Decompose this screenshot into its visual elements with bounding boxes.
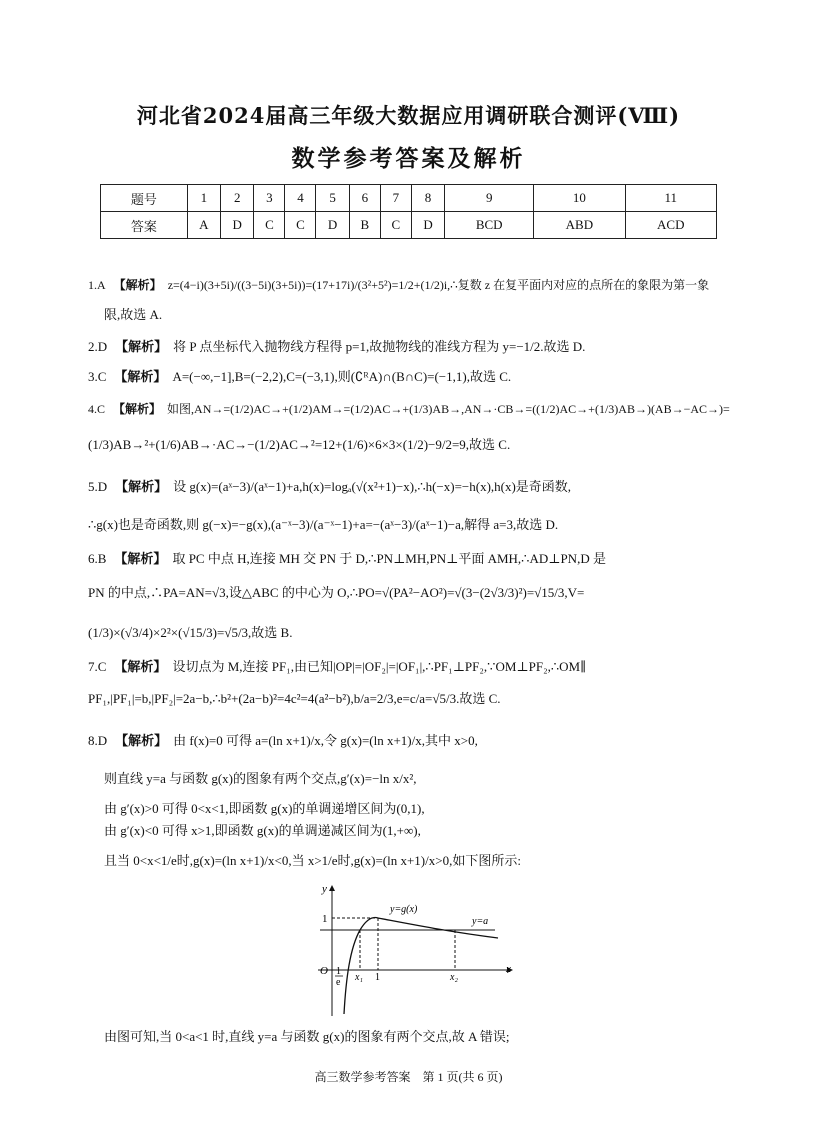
- table-cell-number: 11: [625, 185, 716, 212]
- solution-8-line-2: 则直线 y=a 与函数 g(x)的图象有两个交点,g′(x)=−ln x/x²,: [104, 771, 417, 786]
- table-cell-answer: D: [411, 212, 444, 239]
- y-tick-1: 1: [322, 913, 328, 925]
- solution-number: 5.D: [88, 479, 108, 494]
- table-cell-answer: C: [285, 212, 316, 239]
- solution-6-line-2: PN 的中点,∴PA=AN=√3,设△ABC 的中心为 O,∴PO=√(PA²−AO²)=√(3−(2√3/3)²)=√15/3,V=: [88, 585, 585, 600]
- table-row-label: 题号: [101, 185, 188, 212]
- solution-5: [88, 478, 571, 496]
- solution-number: 8.D: [88, 733, 108, 748]
- solution-1-line-2: 限,故选 A.: [104, 307, 163, 322]
- solution-8-line-6: 由图可知,当 0<a<1 时,直线 y=a 与函数 g(x)的图象有两个交点,故 A 错误;: [104, 1029, 510, 1044]
- solution-8-line-5: 且当 0<x<1/e时,g(x)=(ln x+1)/x<0,当 x>1/e时,g(x)=(ln x+1)/x>0,如下图所示:: [104, 853, 521, 868]
- y-axis-label: y: [322, 883, 327, 895]
- solution-tag: 【解析】: [114, 659, 167, 674]
- solution-number: 4.C: [88, 402, 106, 416]
- solution-number: 6.B: [88, 551, 107, 566]
- page-footer: 高三数学参考答案 第 1 页(共 6 页): [314, 1070, 503, 1084]
- solution-tag: 【解析】: [113, 402, 162, 416]
- solution-number: 2.D: [88, 339, 108, 354]
- solution-tag: 【解析】: [113, 278, 162, 292]
- table-cell-number: 7: [380, 185, 411, 212]
- table-row-label: 答案: [101, 212, 188, 239]
- function-graph-figure: [300, 878, 530, 1020]
- solution-3: [88, 368, 511, 386]
- solution-tag: 【解析】: [115, 733, 168, 748]
- inv-e-numerator: 1: [336, 966, 341, 977]
- line-label: y=a: [472, 916, 489, 927]
- table-cell-number: 8: [411, 185, 444, 212]
- table-cell-answer: D: [221, 212, 254, 239]
- solution-number: 1.A: [88, 278, 106, 292]
- solution-8-line-3: 由 g′(x)>0 可得 0<x<1,即函数 g(x)的单调递增区间为(0,1),: [104, 801, 425, 816]
- origin-label: O: [320, 965, 328, 977]
- solution-tag: 【解析】: [114, 369, 167, 384]
- x2-label: x₂: [450, 972, 458, 983]
- table-cell-answer: D: [316, 212, 349, 239]
- table-cell-number: 1: [187, 185, 220, 212]
- solution-8-line-4: 由 g′(x)<0 可得 x>1,即函数 g(x)的单调递减区间为(1,+∞),: [104, 823, 421, 838]
- solution-number: 7.C: [88, 659, 107, 674]
- page-title: 河北省2024届高三年级大数据应用调研联合测评(Ⅷ): [136, 103, 681, 128]
- table-cell-number: 5: [316, 185, 349, 212]
- table-cell-number: 2: [221, 185, 254, 212]
- solution-text: 取 PC 中点 H,连接 MH 交 PN 于 D,∴PN⊥MH,PN⊥平面 AMH,∴AD⊥PN,D 是: [172, 551, 606, 566]
- table-cell-number: 6: [349, 185, 380, 212]
- solution-8: [88, 732, 478, 750]
- solution-2: [88, 338, 585, 356]
- solution-text: 设切点为 M,连接 PF₁,由已知|OP|=|OF₂|=|OF₁|,∴PF₁⊥PF₂,∵OM⊥PF₂,∴OM∥: [172, 659, 587, 674]
- answer-table: [100, 184, 717, 239]
- curve-label: y=g(x): [390, 904, 418, 915]
- solution-text: z=(4−i)(3+5i)/((3−5i)(3+5i))=(17+17i)/(3²+5²)=1/2+(1/2)i,∴复数 z 在复平面内对应的点所在的象限为第一象: [167, 278, 710, 292]
- table-cell-answer: BCD: [445, 212, 534, 239]
- x-tick-1: 1: [375, 972, 380, 983]
- solution-1: [88, 276, 709, 294]
- table-cell-number: 9: [445, 185, 534, 212]
- table-cell-answer: C: [254, 212, 285, 239]
- solution-7-line-2: PF₁,|PF₁|=b,|PF₂|=2a−b,∴b²+(2a−b)²=4c²=4(a²−b²),b/a=2/3,e=c/a=√5/3.故选 C.: [88, 691, 501, 706]
- inv-e-denominator: e: [336, 977, 341, 988]
- solution-text: A=(−∞,−1],B=(−2,2),C=(−3,1),则(∁ᴿA)∩(B∩C)=(−1,1),故选 C.: [172, 369, 512, 384]
- solution-6-line-3: (1/3)×(√3/4)×2²×(√15/3)=√5/3,故选 B.: [88, 625, 293, 640]
- solution-text: 设 g(x)=(aˣ−3)/(aˣ−1)+a,h(x)=logₐ(√(x²+1)−x),∴h(−x)=−h(x),h(x)是奇函数,: [173, 479, 572, 494]
- x1-label: x₁: [355, 972, 363, 983]
- solution-4-line-2: (1/3)AB→²+(1/6)AB→·AC→−(1/2)AC→²=12+(1/6)×6×3×(1/2)−9/2=9,故选 C.: [88, 437, 511, 452]
- curve-g-x: [344, 918, 498, 1015]
- table-cell-answer: C: [380, 212, 411, 239]
- x-axis-label: x: [506, 963, 511, 975]
- solution-tag: 【解析】: [115, 479, 168, 494]
- solution-6: [88, 550, 606, 568]
- solution-5-line-2: ∴g(x)也是奇函数,则 g(−x)=−g(x),(a⁻ˣ−3)/(a⁻ˣ−1)+a=−(aˣ−3)/(aˣ−1)−a,解得 a=3,故选 D.: [88, 517, 559, 532]
- table-cell-number: 10: [534, 185, 625, 212]
- page-subtitle: 数学参考答案及解析: [291, 145, 526, 172]
- solution-7: [88, 658, 586, 676]
- table-cell-number: 4: [285, 185, 316, 212]
- solution-tag: 【解析】: [114, 551, 167, 566]
- solution-text: 如图,AN→=(1/2)AC→+(1/2)AM→=(1/2)AC→+(1/3)AB→,AN→·CB→=((1/2)AC→+(1/3)AB→)(AB→−AC→)=: [167, 402, 730, 416]
- table-cell-answer: ACD: [625, 212, 716, 239]
- table-row: [101, 185, 717, 212]
- table-cell-answer: ABD: [534, 212, 625, 239]
- solution-text: 将 P 点坐标代入抛物线方程得 p=1,故抛物线的准线方程为 y=−1/2.故选 D.: [173, 339, 586, 354]
- solution-tag: 【解析】: [115, 339, 168, 354]
- solution-4: [88, 400, 730, 418]
- table-cell-answer: B: [349, 212, 380, 239]
- table-cell-answer: A: [187, 212, 220, 239]
- solution-text: 由 f(x)=0 可得 a=(ln x+1)/x,令 g(x)=(ln x+1)/x,其中 x>0,: [173, 733, 478, 748]
- table-cell-number: 3: [254, 185, 285, 212]
- table-row: [101, 212, 717, 239]
- solution-number: 3.C: [88, 369, 107, 384]
